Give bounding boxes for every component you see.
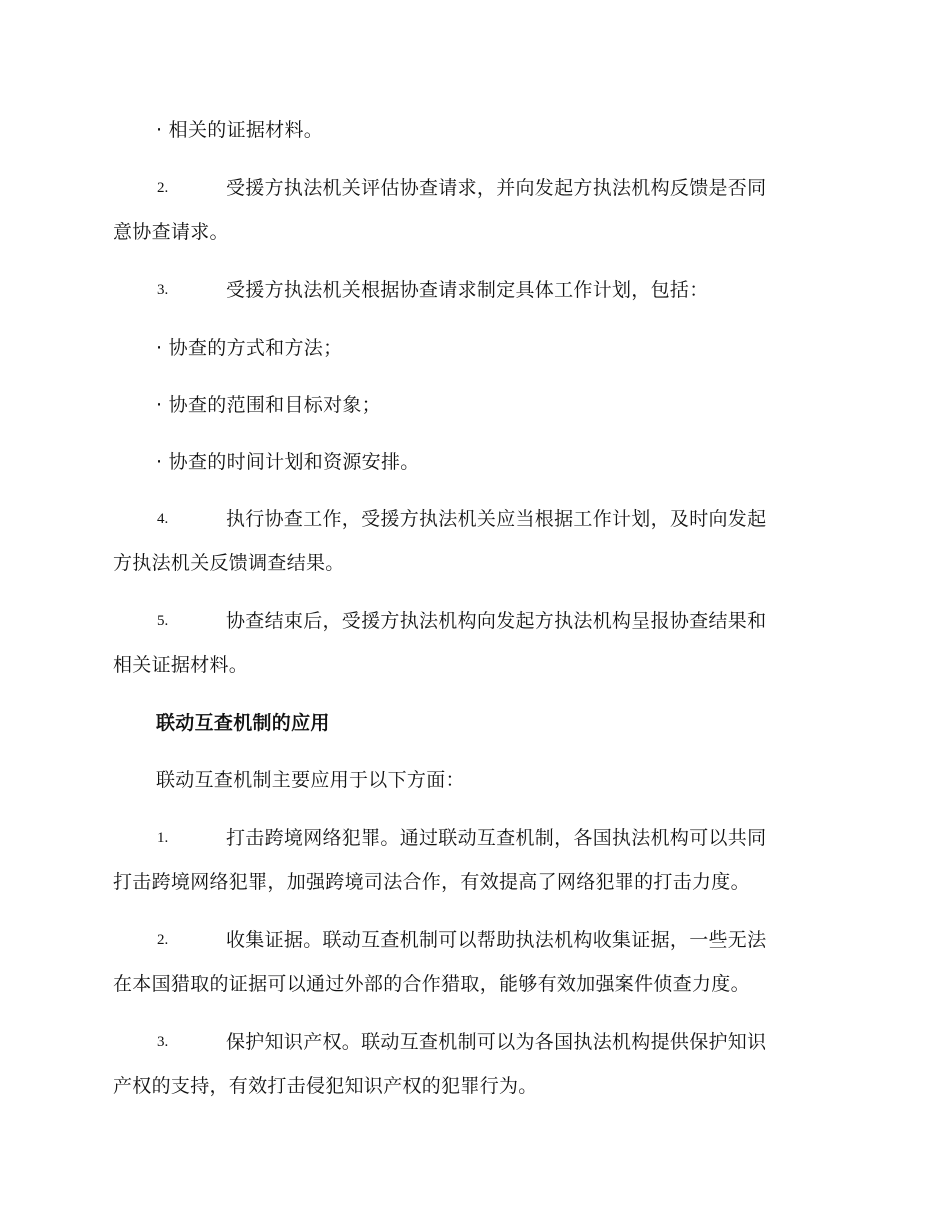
- list-number: 5.: [157, 613, 169, 629]
- list-item-text: 保护知识产权。联动互查机制可以为各国执法机构提供保护知识: [226, 1031, 767, 1053]
- bullet-evidence-materials: · 相关的证据材料。: [156, 119, 324, 141]
- list-item-text: 打击跨境网络犯罪。通过联动互查机制，各国执法机构可以共同: [226, 827, 767, 849]
- list-item-text: 协查结束后，受援方执法机构向发起方执法机构呈报协查结果和: [226, 610, 767, 632]
- list-item-text: 意协查请求。: [113, 221, 229, 243]
- list-number: 2.: [157, 932, 169, 948]
- list-number: 3.: [157, 282, 169, 298]
- list-item-text: 打击跨境网络犯罪，加强跨境司法合作，有效提高了网络犯罪的打击力度。: [113, 871, 750, 893]
- list-number: 4.: [157, 511, 169, 527]
- bullet-item: · 协查的方式和方法；: [156, 337, 343, 359]
- bullet-item: · 协查的范围和目标对象；: [156, 394, 381, 416]
- list-item-text: 产权的支持，有效打击侵犯知识产权的犯罪行为。: [113, 1075, 538, 1097]
- list-item-text: 受援方执法机关评估协查请求，并向发起方执法机构反馈是否同: [226, 177, 767, 199]
- list-item-text: 受援方执法机关根据协查请求制定具体工作计划，包括：: [226, 279, 709, 301]
- bullet-item: · 协查的时间计划和资源安排。: [156, 451, 420, 473]
- list-item-text: 相关证据材料。: [113, 654, 249, 676]
- section-heading: 联动互查机制的应用: [156, 712, 330, 734]
- list-item-text: 执行协查工作，受援方执法机关应当根据工作计划，及时向发起: [226, 508, 767, 530]
- list-number: 1.: [157, 830, 169, 846]
- list-item-text: 在本国猎取的证据可以通过外部的合作猎取，能够有效加强案件侦查力度。: [113, 973, 750, 995]
- list-number: 2.: [157, 180, 169, 196]
- list-item-text: 方执法机关反馈调查结果。: [113, 552, 345, 574]
- list-number: 3.: [157, 1034, 169, 1050]
- list-item-text: 收集证据。联动互查机制可以帮助执法机构收集证据，一些无法: [226, 929, 767, 951]
- section-intro: 联动互查机制主要应用于以下方面：: [156, 769, 465, 791]
